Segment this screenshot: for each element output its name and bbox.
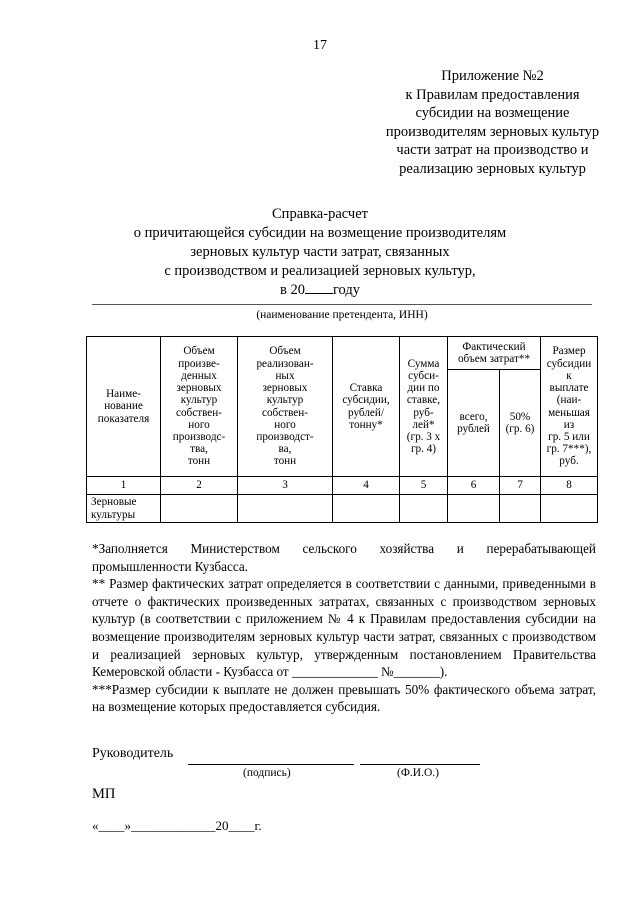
column-number: 3 bbox=[238, 477, 333, 495]
page-number: 17 bbox=[313, 38, 327, 53]
header-total-rubles: всего, рублей bbox=[448, 370, 500, 477]
column-number: 1 bbox=[87, 477, 161, 495]
title-line: Справка-расчет bbox=[272, 206, 368, 222]
document-title bbox=[0, 205, 640, 300]
stamp-placeholder: МП bbox=[92, 786, 116, 802]
signature-label: Руководитель bbox=[92, 746, 174, 761]
table-cell[interactable] bbox=[238, 495, 333, 523]
column-number-row bbox=[87, 477, 598, 495]
footnotes bbox=[92, 540, 596, 716]
appendix-line: субсидии на возмещение bbox=[415, 105, 570, 121]
table-cell[interactable] bbox=[541, 495, 598, 523]
header-fifty-percent: 50% (гр. 6) bbox=[500, 370, 541, 477]
signature-caption: (подпись) bbox=[243, 767, 291, 779]
column-number: 6 bbox=[448, 477, 500, 495]
footnote-2: ** Размер фактических затрат определяется в соответствии с данными, приведенными в отчете о фактических произведенных затратах, связанных с производством зерновых культур (в соответствии с приложением № 4 к Правилам предоставления субсидии на возмещение производителям зерновых культур части затрат, связанных с производством и реализацией зерновых культур, утвержденным постановлением Правительства Кемеровской области - Кузбасса от _____________ №_______). bbox=[92, 576, 596, 680]
header-subsidy-amount: Сумма субси- дии по ставке, руб- лей* (гр. 3 х гр. 4) bbox=[400, 337, 448, 477]
table-cell[interactable] bbox=[448, 495, 500, 523]
appendix-line: производителям зерновых культур bbox=[385, 123, 600, 140]
header-payment-amount: Размер субсидии к выплате (наи- меньшая из гр. 5 или гр. 7***), руб. bbox=[541, 337, 598, 477]
year-blank bbox=[305, 281, 333, 294]
date-line: «____»_____________20____г. bbox=[92, 818, 262, 833]
table-row bbox=[87, 495, 598, 523]
header-actual-costs: Фактический объем затрат** bbox=[448, 337, 541, 370]
column-number: 5 bbox=[400, 477, 448, 495]
year-suffix: году bbox=[332, 282, 361, 298]
header-sold-volume: Объем реализован- ных зерновых культур собствен- ного производст- ва, тонн bbox=[238, 337, 333, 477]
appendix-line: части затрат на производство и bbox=[396, 142, 589, 158]
footnote-1: *Заполняется Министерством сельского хозяйства и перерабатывающей промышленности Кузбасса. bbox=[92, 541, 596, 574]
title-year bbox=[0, 281, 640, 300]
appendix-line: к Правилам предоставления bbox=[405, 86, 580, 103]
table-cell[interactable] bbox=[161, 495, 238, 523]
name-line bbox=[360, 750, 480, 765]
header-subsidy-rate: Ставка субсидии, рублей/ тонну* bbox=[333, 337, 400, 477]
column-number: 4 bbox=[333, 477, 400, 495]
applicant-caption: (наименование претендента, ИНН) bbox=[256, 309, 428, 321]
appendix-line: реализацию зерновых культур bbox=[399, 160, 586, 177]
table-cell[interactable] bbox=[333, 495, 400, 523]
applicant-line bbox=[92, 304, 592, 305]
title-line: зерновых культур части затрат, связанных bbox=[190, 244, 450, 260]
signature-line bbox=[188, 750, 354, 765]
title-line: о причитающейся субсидии на возмещение производителям bbox=[133, 225, 507, 241]
row-label-grain-crops: Зерновые культуры bbox=[87, 495, 161, 523]
footnote-3: ***Размер субсидии к выплате не должен превышать 50% фактического объема затрат, на возмещение которых предоставляется субсидия. bbox=[92, 681, 596, 715]
header-indicator-name: Наиме- нование показателя bbox=[87, 337, 161, 477]
calculation-table bbox=[86, 336, 598, 523]
name-caption: (Ф.И.О.) bbox=[397, 767, 439, 779]
title-line: с производством и реализацией зерновых культур, bbox=[164, 263, 476, 279]
table-cell[interactable] bbox=[500, 495, 541, 523]
table-cell[interactable] bbox=[400, 495, 448, 523]
column-number: 7 bbox=[500, 477, 541, 495]
appendix-line: Приложение №2 bbox=[441, 68, 544, 84]
header-produced-volume: Объем произве- денных зерновых культур собствен- ного производс- тва, тонн bbox=[161, 337, 238, 477]
column-number: 8 bbox=[541, 477, 598, 495]
appendix-block bbox=[360, 67, 625, 178]
year-prefix: в 20 bbox=[279, 282, 305, 298]
column-number: 2 bbox=[161, 477, 238, 495]
